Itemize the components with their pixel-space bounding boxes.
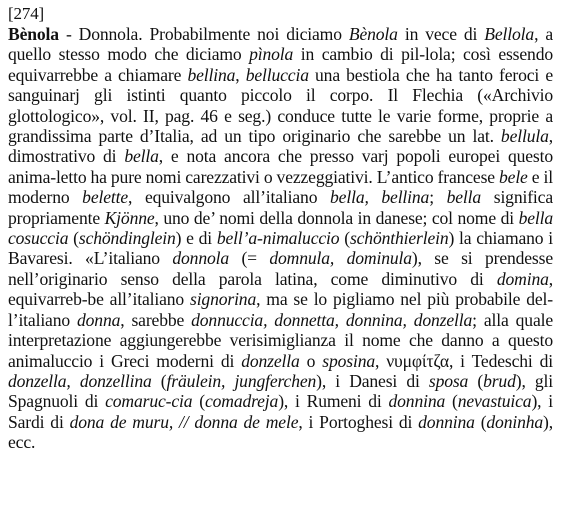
italic-term: comadreja	[204, 391, 279, 412]
italic-term: dona de muru, // donna de mele	[69, 411, 299, 432]
text-run: e il moderno	[8, 166, 553, 208]
text-run: o	[299, 350, 323, 371]
page-number: [274]	[8, 4, 45, 23]
text-run: (	[468, 370, 484, 391]
entry-text	[8, 24, 553, 453]
text-run: ;	[429, 187, 447, 208]
italic-term: sposina	[322, 350, 375, 371]
text-run: , e nota ancora che presso varj popoli europei questo anima-letto ha pure nomi carezzativi o vezzeggiativi. L’antico francese	[8, 146, 553, 187]
italic-term: brud	[483, 370, 516, 391]
italic-term: donnina	[388, 391, 446, 412]
text-run: , sarebbe	[120, 309, 192, 330]
italic-term: sposa	[428, 370, 469, 391]
italic-term: donnola	[172, 248, 230, 269]
italic-term: nevastuica	[457, 391, 532, 412]
italic-term: pìnola	[249, 44, 294, 65]
text-run: ) e di	[175, 228, 217, 249]
text-run: , equivarreb-be all’italiano	[8, 268, 553, 310]
text-run: (=	[229, 248, 270, 269]
text-run: in vece di	[397, 24, 485, 44]
text-run: ) la chiamano i Bavaresi. «L’italiano	[8, 228, 553, 269]
text-run: , i Portoghesi di	[298, 411, 419, 432]
italic-term: bella, bellina	[330, 187, 430, 208]
italic-term: signorina	[190, 289, 257, 310]
italic-term: belluccia	[245, 64, 309, 85]
italic-term: Bènola	[348, 24, 398, 44]
text-run: ,	[235, 64, 246, 85]
text-run: (	[151, 370, 167, 391]
text-run: ), i Sardi di	[8, 391, 554, 432]
text-run: (	[192, 391, 205, 412]
italic-term: bellula	[500, 126, 549, 147]
italic-term: donzella	[241, 350, 300, 371]
italic-term: donna	[77, 309, 121, 330]
italic-term: bellina	[187, 64, 236, 85]
text-run: (	[445, 391, 458, 412]
italic-term: bella	[446, 187, 482, 208]
italic-term: donnuccia, donnetta, donnina, donzella	[191, 309, 473, 330]
italic-term: donnina	[418, 411, 475, 432]
italic-term: bella cosuccia	[8, 207, 553, 249]
italic-term: fräulein, jungferchen	[166, 370, 317, 391]
text-run: ), i Danesi di	[316, 370, 429, 391]
text-run: , ma se lo pigliamo nel più probabile del-l’italiano	[8, 289, 553, 330]
text-run: , dimostrativo di	[8, 126, 553, 167]
italic-term: belette	[82, 187, 129, 208]
italic-term: domnula, dominula	[269, 248, 412, 269]
italic-term: doninha	[486, 411, 544, 432]
italic-term: Bellola	[484, 24, 535, 44]
italic-term: donzella, donzellina	[8, 370, 152, 391]
headword: Bènola	[8, 24, 59, 44]
italic-term: schöndinglein	[78, 228, 176, 249]
text-run: in cambio di pil-lola; così essendo equivarrebbe a chiamare	[8, 44, 553, 85]
text-run: ), i Rumeni di	[278, 391, 389, 412]
text-run: significa propriamente	[8, 187, 553, 228]
text-run: , a quello stesso modo che diciamo	[8, 24, 553, 65]
italic-term: comaruc-cia	[105, 391, 193, 412]
text-run: , νυμφίτζα, i Tedeschi di	[375, 350, 553, 371]
text-run: ; alla quale interpretazione aggiungerebbe verisimiglianza il nome che danno a questo animaluccio i Greci moderni di	[8, 309, 554, 371]
text-run: una bestiola che ha tanto feroci e sanguinarj gli istinti quanto piccolo il corpo. Il Flechia («Archivio glottologico», vol. II, pag. 46 e seg.) conduce tutte le varie forme, proprie a grandissima parte d’Italia, ad un tipo originario che sarebbe un lat.	[8, 64, 553, 147]
text-run: (	[339, 228, 350, 249]
italic-term: bele	[499, 166, 528, 187]
text-run: ), ecc.	[8, 411, 553, 453]
text-run: , uno de’ nomi della donnola in danese; col nome di	[154, 207, 519, 228]
italic-term: schönthierlein	[349, 228, 449, 249]
text-run: (	[474, 411, 487, 432]
text-run: (	[68, 228, 79, 249]
text-run: - Donnola. Probabilmente noi diciamo	[58, 24, 349, 44]
italic-term: bell’a-nimaluccio	[216, 228, 340, 249]
italic-term: Kjönne	[104, 207, 155, 228]
dictionary-page	[8, 4, 553, 453]
text-run: , equivalgono all’italiano	[128, 187, 331, 208]
italic-term: domina	[496, 268, 549, 289]
text-run: ), gli Spagnuoli di	[8, 370, 553, 412]
text-run: ), se si prendesse nell’originario senso della parola latina, come diminutivo di	[8, 248, 553, 289]
italic-term: bella	[124, 146, 159, 167]
